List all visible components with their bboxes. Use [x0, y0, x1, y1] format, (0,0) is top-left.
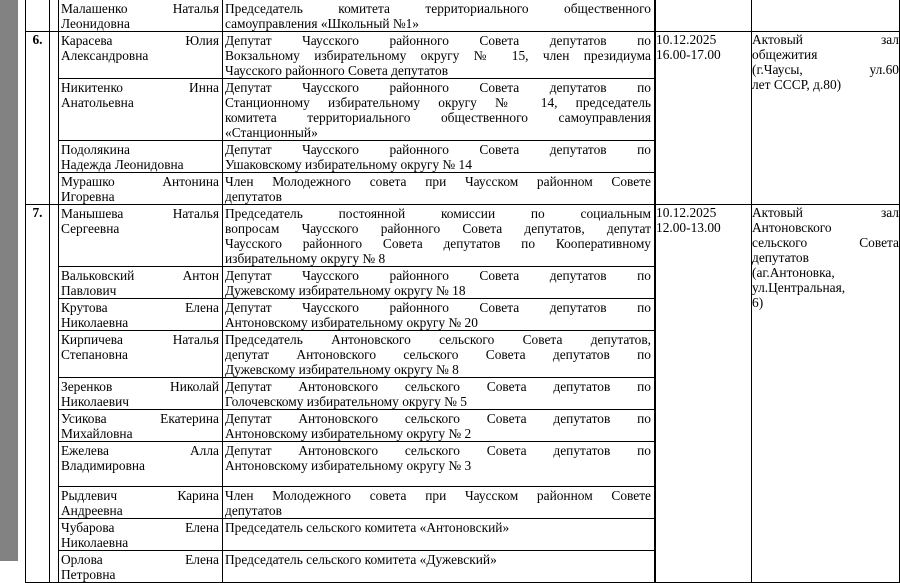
- text-line: Станционному избирательному округу № 14, председатель: [225, 95, 651, 110]
- text-line: избирательному округу № 8: [225, 251, 386, 266]
- text-line: Депутат Чаусского районного Совета депутатов по: [225, 300, 651, 315]
- schedule-row: [26, 0, 900, 32]
- deputy-row: [59, 519, 655, 551]
- text-line: комитета территориального общественного самоуправления: [225, 110, 651, 125]
- deputies-inner-table: [58, 0, 655, 31]
- schedule-row: [26, 32, 900, 205]
- text-line: Игоревна: [61, 189, 115, 204]
- text-line: Ежелева Алла: [61, 443, 219, 458]
- date-time-cell: [656, 32, 752, 205]
- deputy-row: [59, 442, 655, 487]
- text-line: Депутат Антоновского сельского Совета депутатов по: [225, 443, 651, 458]
- schedule-row: [26, 205, 900, 583]
- text-line: 6): [752, 295, 764, 310]
- text-line: Член Молодежного совета при Чаусском районном Совете: [225, 488, 651, 503]
- text-line: лет СССР, д.80): [752, 77, 842, 92]
- text-line: самоуправления «Школьный №1»: [225, 16, 419, 31]
- text-line: 12.00-13.00: [656, 220, 721, 235]
- deputy-name-cell: [59, 442, 223, 487]
- text-line: Депутат Чаусского районного Совета депутатов по: [225, 33, 651, 48]
- text-line: Председатель комитета территориального общественного: [225, 1, 651, 16]
- deputy-name-cell: [59, 331, 223, 378]
- text-line: Манышева Наталья: [61, 206, 219, 221]
- deputy-row: [59, 331, 655, 378]
- text-line: Депутат Антоновского сельского Совета депутатов по: [225, 411, 651, 426]
- deputy-position-cell: [223, 551, 655, 583]
- date-time-cell: [656, 205, 752, 583]
- text-line: депутатов: [225, 189, 282, 204]
- text-line: 10.12.2025: [656, 32, 717, 47]
- text-line: Кирпичева Наталья: [61, 332, 219, 347]
- text-line: депутатов: [752, 250, 809, 265]
- text-line: Зеренков Николай: [61, 379, 219, 394]
- text-line: Усикова Екатерина: [61, 411, 219, 426]
- text-line: Сергеевна: [61, 221, 120, 236]
- text-line: Депутат Чаусского районного Совета депутатов по: [225, 268, 651, 283]
- date-time-cell: [656, 0, 752, 32]
- deputy-position-cell: [223, 0, 655, 31]
- deputies-cell: [50, 0, 656, 32]
- deputy-row: [59, 551, 655, 583]
- text-line: Депутат Антоновского сельского Совета депутатов по: [225, 379, 651, 394]
- text-line: Владимировна: [61, 458, 145, 473]
- row-number-cell: 6.: [26, 32, 50, 205]
- text-line: «Станционный»: [225, 125, 318, 140]
- text-line: 16.00-17.00: [656, 47, 721, 62]
- text-line: Дужевскому избирательному округу № 8: [225, 362, 459, 377]
- text-line: Крутова Елена: [61, 300, 219, 315]
- text-line: Дужевскому избирательному округу № 18: [225, 283, 466, 298]
- deputies-inner-table-body: [59, 0, 655, 31]
- text-line: 10.12.2025: [656, 205, 717, 220]
- deputy-position-cell: [223, 267, 655, 299]
- deputy-position-cell: [223, 79, 655, 141]
- deputy-row: [59, 32, 655, 79]
- deputy-row: [59, 79, 655, 141]
- text-line: Председатель постоянной комиссии по социальным: [225, 206, 651, 221]
- deputy-position-cell: [223, 32, 655, 79]
- deputy-name-cell: [59, 205, 223, 267]
- deputy-name-cell: [59, 299, 223, 331]
- text-line: Степановна: [61, 347, 128, 362]
- text-line: депутатов: [225, 503, 282, 518]
- text-line: (г.Чаусы, ул.60: [752, 62, 899, 77]
- deputy-row: [59, 299, 655, 331]
- text-line: Чубарова Елена: [61, 520, 219, 535]
- deputy-name-cell: [59, 79, 223, 141]
- deputy-row: [59, 410, 655, 442]
- text-line: Анатольевна: [61, 95, 134, 110]
- text-line: вопросам Чаусского районного Совета депутатов, депутат: [225, 221, 651, 236]
- text-line: Малашенко Наталья: [61, 1, 219, 16]
- text-line: Петровна: [61, 567, 116, 582]
- text-line: ул.Центральная,: [752, 280, 846, 295]
- deputy-name-cell: [59, 551, 223, 583]
- deputy-name-cell: [59, 173, 223, 205]
- deputy-position-cell: [223, 331, 655, 378]
- text-line: Вокзальному избирательному округу № 15, член президиума: [225, 48, 651, 63]
- deputy-position-cell: [223, 141, 655, 173]
- deputy-name-cell: [59, 0, 223, 31]
- text-line: Надежда Леонидовна: [61, 157, 184, 172]
- text-line: сельского Совета: [752, 235, 899, 250]
- deputy-position-cell: [223, 378, 655, 410]
- deputies-schedule-table-body: [26, 0, 900, 583]
- deputy-position-cell: [223, 487, 655, 519]
- text-line: Карасева Юлия: [61, 33, 219, 48]
- deputy-name-cell: [59, 378, 223, 410]
- text-line: Актовый зал: [752, 205, 899, 220]
- text-line: Председатель сельского комитета «Антоновский»: [225, 520, 510, 535]
- row-number-cell: 7.: [26, 205, 50, 583]
- deputy-row: [59, 378, 655, 410]
- deputy-row: [59, 141, 655, 173]
- text-line: Антоновскому избирательному округу № 3: [225, 458, 472, 473]
- row-number-cell: [26, 0, 50, 32]
- deputy-name-cell: [59, 410, 223, 442]
- text-line: Вальковский Антон: [61, 268, 219, 283]
- text-line: Мурашко Антонина: [61, 174, 219, 189]
- text-line: Чаусского районного Совета депутатов по Кооперативному: [225, 236, 651, 251]
- text-line: Орлова Елена: [61, 552, 219, 567]
- text-line: Леонидовна: [61, 16, 130, 31]
- deputy-row: [59, 487, 655, 519]
- deputy-row: [59, 205, 655, 267]
- deputy-position-cell: [223, 205, 655, 267]
- text-line: Павлович: [61, 283, 117, 298]
- deputy-position-cell: [223, 299, 655, 331]
- text-line: Николаевич: [61, 394, 129, 409]
- text-line: Член Молодежного совета при Чаусском районном Совете: [225, 174, 651, 189]
- text-line: Ушаковскому избирательному округу № 14: [225, 157, 472, 172]
- deputy-position-cell: [223, 519, 655, 551]
- location-cell: [752, 0, 900, 32]
- text-line: Депутат Чаусского районного Совета депутатов по: [225, 142, 651, 157]
- text-line: Антоновскому избирательному округу № 20: [225, 315, 478, 330]
- text-line: депутат Антоновского сельского Совета депутатов по: [225, 347, 651, 362]
- deputy-row: [59, 0, 655, 31]
- text-line: общежития: [752, 47, 818, 62]
- text-line: Актовый зал: [752, 32, 899, 47]
- text-line: Андреевна: [61, 503, 123, 518]
- location-cell: [752, 205, 900, 583]
- text-line: Никитенко Инна: [61, 80, 219, 95]
- text-line: (аг.Антоновка,: [752, 265, 835, 280]
- deputies-inner-table-body: [59, 32, 655, 204]
- deputies-inner-table-body: [59, 205, 655, 582]
- deputy-name-cell: [59, 519, 223, 551]
- deputies-schedule-table: [25, 0, 900, 583]
- deputy-name-cell: [59, 267, 223, 299]
- text-line: Николаевна: [61, 535, 129, 550]
- deputy-row: [59, 267, 655, 299]
- deputies-cell: [50, 205, 656, 583]
- deputy-name-cell: [59, 487, 223, 519]
- text-line: Председатель сельского комитета «Дужевский»: [225, 552, 497, 567]
- location-cell: [752, 32, 900, 205]
- text-line: Депутат Чаусского районного Совета депутатов по: [225, 80, 651, 95]
- deputy-row: [59, 173, 655, 205]
- text-line: Антоновскому избирательному округу № 2: [225, 426, 472, 441]
- deputy-position-cell: [223, 442, 655, 487]
- text-line: Рыдлевич Карина: [61, 488, 219, 503]
- deputies-inner-table: [58, 32, 655, 204]
- deputy-name-cell: [59, 32, 223, 79]
- text-line: Голочевскому избирательному округу № 5: [225, 394, 467, 409]
- text-line: Михайловна: [61, 426, 133, 441]
- text-line: Александровна: [61, 48, 149, 63]
- deputy-position-cell: [223, 410, 655, 442]
- text-line: Председатель Антоновского сельского Совета депутатов,: [225, 332, 651, 347]
- text-line: Николаевна: [61, 315, 129, 330]
- page-margin-gutter: [0, 0, 18, 561]
- text-line: Антоновского: [752, 220, 832, 235]
- text-line: Чаусского районного Совета депутатов: [225, 63, 449, 78]
- deputy-name-cell: [59, 141, 223, 173]
- text-line: Подолякина: [61, 142, 130, 157]
- deputies-inner-table: [58, 205, 655, 582]
- deputy-position-cell: [223, 173, 655, 205]
- deputies-cell: [50, 32, 656, 205]
